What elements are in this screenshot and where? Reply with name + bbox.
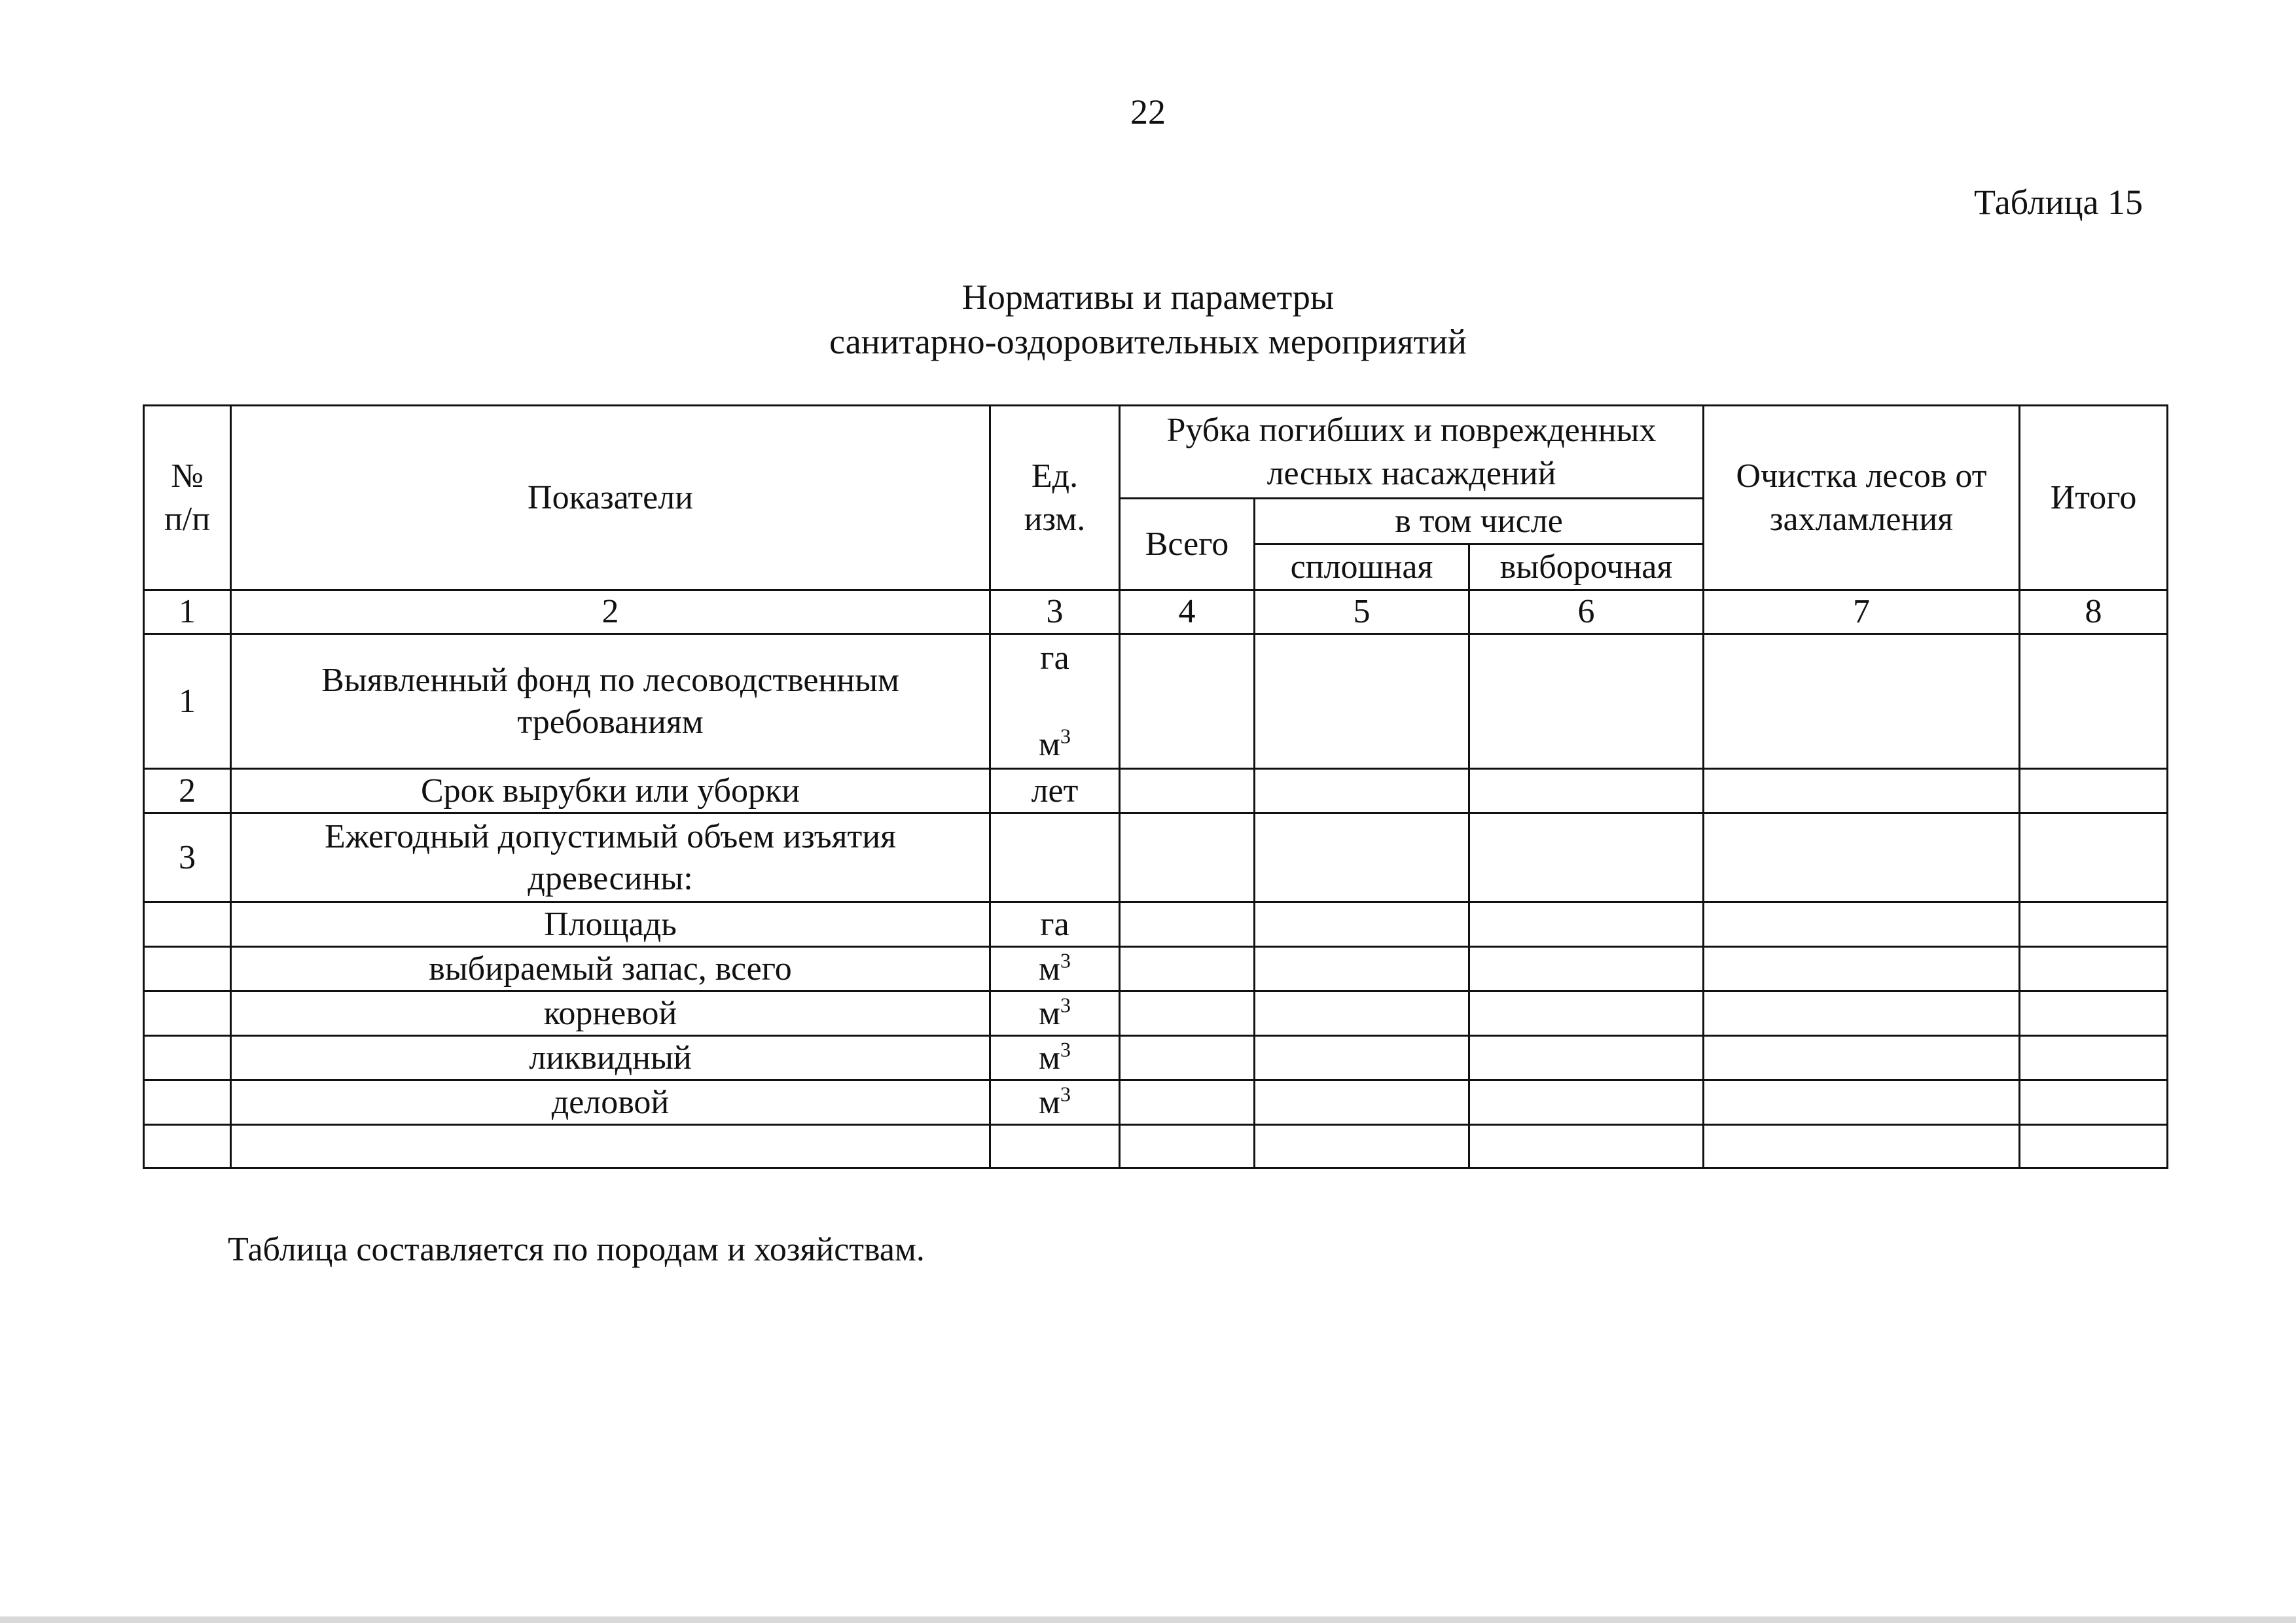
value-cell xyxy=(1469,991,1704,1036)
unit-bottom xyxy=(1039,724,1071,766)
value-cell xyxy=(1704,991,2020,1036)
unit-sup: 3 xyxy=(1060,1082,1071,1106)
row-unit xyxy=(990,1125,1120,1168)
row-unit xyxy=(990,1036,1120,1080)
header-including: в том числе xyxy=(1255,499,1704,544)
value-cell xyxy=(1255,634,1469,769)
column-number: 8 xyxy=(2020,590,2168,634)
row-indicator: выбираемый запас, всего xyxy=(231,947,990,991)
value-cell xyxy=(1120,634,1255,769)
value-cell xyxy=(2020,947,2168,991)
value-cell xyxy=(2020,1125,2168,1168)
value-cell xyxy=(1120,1125,1255,1168)
header-clear-cut: сплошная xyxy=(1255,544,1469,590)
table-row xyxy=(144,991,2168,1036)
row-number xyxy=(144,1036,231,1080)
header-itogo: Итого xyxy=(2020,406,2168,590)
unit-bottom-base: м xyxy=(1039,725,1060,763)
value-cell xyxy=(2020,902,2168,947)
row-indicator: деловой xyxy=(231,1080,990,1125)
table-note: Таблица составляется по породам и хозяйствам. xyxy=(228,1231,925,1268)
value-cell xyxy=(1120,947,1255,991)
column-number: 1 xyxy=(144,590,231,634)
row-indicator xyxy=(231,1125,990,1168)
column-number: 4 xyxy=(1120,590,1255,634)
unit-bottom-sup: 3 xyxy=(1060,724,1071,748)
header-indicators: Показатели xyxy=(231,406,990,590)
value-cell xyxy=(1120,1080,1255,1125)
table-row xyxy=(144,813,2168,902)
unit-base: м xyxy=(1039,950,1060,988)
value-cell xyxy=(1255,769,1469,813)
table-row xyxy=(144,1080,2168,1125)
unit-base: м xyxy=(1039,1039,1060,1077)
row-number: 2 xyxy=(144,769,231,813)
row-number xyxy=(144,1080,231,1125)
header-cleaning: Очистка лесов от захламления xyxy=(1704,406,2020,590)
value-cell xyxy=(2020,1080,2168,1125)
value-cell xyxy=(1120,1036,1255,1080)
row-unit: га xyxy=(990,902,1120,947)
row-number: 3 xyxy=(144,813,231,902)
column-number: 7 xyxy=(1704,590,2020,634)
value-cell xyxy=(1704,634,2020,769)
row-unit xyxy=(990,947,1120,991)
title-line-1: Нормативы и параметры xyxy=(961,277,1335,317)
table-row xyxy=(144,634,2168,769)
value-cell xyxy=(2020,769,2168,813)
value-cell xyxy=(1704,769,2020,813)
row-unit: лет xyxy=(990,769,1120,813)
value-cell xyxy=(1469,813,1704,902)
value-cell xyxy=(1120,813,1255,902)
header-total-cut: Всего xyxy=(1120,499,1255,590)
value-cell xyxy=(2020,813,2168,902)
document-title xyxy=(0,275,2296,364)
scan-bottom-edge xyxy=(0,1616,2296,1623)
row-unit xyxy=(990,813,1120,902)
unit-top: га xyxy=(1040,639,1069,677)
value-cell xyxy=(2020,1036,2168,1080)
row-indicator: корневой xyxy=(231,991,990,1036)
value-cell xyxy=(1469,947,1704,991)
unit-sup: 3 xyxy=(1060,993,1071,1017)
value-cell xyxy=(1255,1125,1469,1168)
value-cell xyxy=(1255,1080,1469,1125)
value-cell xyxy=(2020,991,2168,1036)
value-cell xyxy=(1120,902,1255,947)
table-header xyxy=(144,406,2168,634)
value-cell xyxy=(1469,1125,1704,1168)
column-number: 6 xyxy=(1469,590,1704,634)
value-cell xyxy=(1469,1080,1704,1125)
value-cell xyxy=(1469,902,1704,947)
unit-base: м xyxy=(1039,1083,1060,1121)
header-selective-cut: выборочная xyxy=(1469,544,1704,590)
unit-base: м xyxy=(1039,994,1060,1032)
value-cell xyxy=(1120,991,1255,1036)
column-number: 2 xyxy=(231,590,990,634)
value-cell xyxy=(1255,813,1469,902)
value-cell xyxy=(1469,1036,1704,1080)
row-unit xyxy=(990,1080,1120,1125)
unit-stack xyxy=(997,637,1112,766)
row-unit xyxy=(990,991,1120,1036)
table-row xyxy=(144,1036,2168,1080)
table-row xyxy=(144,1125,2168,1168)
row-number xyxy=(144,902,231,947)
value-cell xyxy=(1255,902,1469,947)
row-number xyxy=(144,947,231,991)
value-cell xyxy=(1469,769,1704,813)
value-cell xyxy=(1704,902,2020,947)
row-indicator: Срок вырубки или уборки xyxy=(231,769,990,813)
value-cell xyxy=(1704,1080,2020,1125)
value-cell xyxy=(1255,1036,1469,1080)
row-indicator: Ежегодный допустимый объем изъятия древесины: xyxy=(231,813,990,902)
title-line-2: санитарно-оздоровительных мероприятий xyxy=(829,322,1467,361)
header-unit-line2: изм. xyxy=(1024,500,1086,538)
header-unit xyxy=(990,406,1120,590)
header-num-line1: № xyxy=(171,457,204,495)
unit-sup: 3 xyxy=(1060,1037,1071,1061)
table-body xyxy=(144,634,2168,1168)
header-num-line2: п/п xyxy=(164,500,211,538)
header-cutting-group: Рубка погибших и поврежденных лесных насаждений xyxy=(1120,406,1704,499)
value-cell xyxy=(1704,1125,2020,1168)
table-row xyxy=(144,902,2168,947)
value-cell xyxy=(2020,634,2168,769)
value-cell xyxy=(1469,634,1704,769)
row-indicator: ликвидный xyxy=(231,1036,990,1080)
page-number: 22 xyxy=(1130,92,1166,132)
table-row xyxy=(144,947,2168,991)
value-cell xyxy=(1255,991,1469,1036)
table-row xyxy=(144,769,2168,813)
norms-table xyxy=(143,404,2168,1169)
value-cell xyxy=(1704,1036,2020,1080)
row-number xyxy=(144,1125,231,1168)
value-cell xyxy=(1704,813,2020,902)
value-cell xyxy=(1120,769,1255,813)
column-numbers-row xyxy=(144,590,2168,634)
header-num xyxy=(144,406,231,590)
row-unit xyxy=(990,634,1120,769)
value-cell xyxy=(1255,947,1469,991)
row-indicator: Площадь xyxy=(231,902,990,947)
column-number: 3 xyxy=(990,590,1120,634)
table-label: Таблица 15 xyxy=(1974,183,2143,222)
column-number: 5 xyxy=(1255,590,1469,634)
header-unit-line1: Ед. xyxy=(1031,457,1079,495)
row-number: 1 xyxy=(144,634,231,769)
row-indicator: Выявленный фонд по лесоводственным требованиям xyxy=(231,634,990,769)
value-cell xyxy=(1704,947,2020,991)
unit-sup: 3 xyxy=(1060,948,1071,972)
row-number xyxy=(144,991,231,1036)
